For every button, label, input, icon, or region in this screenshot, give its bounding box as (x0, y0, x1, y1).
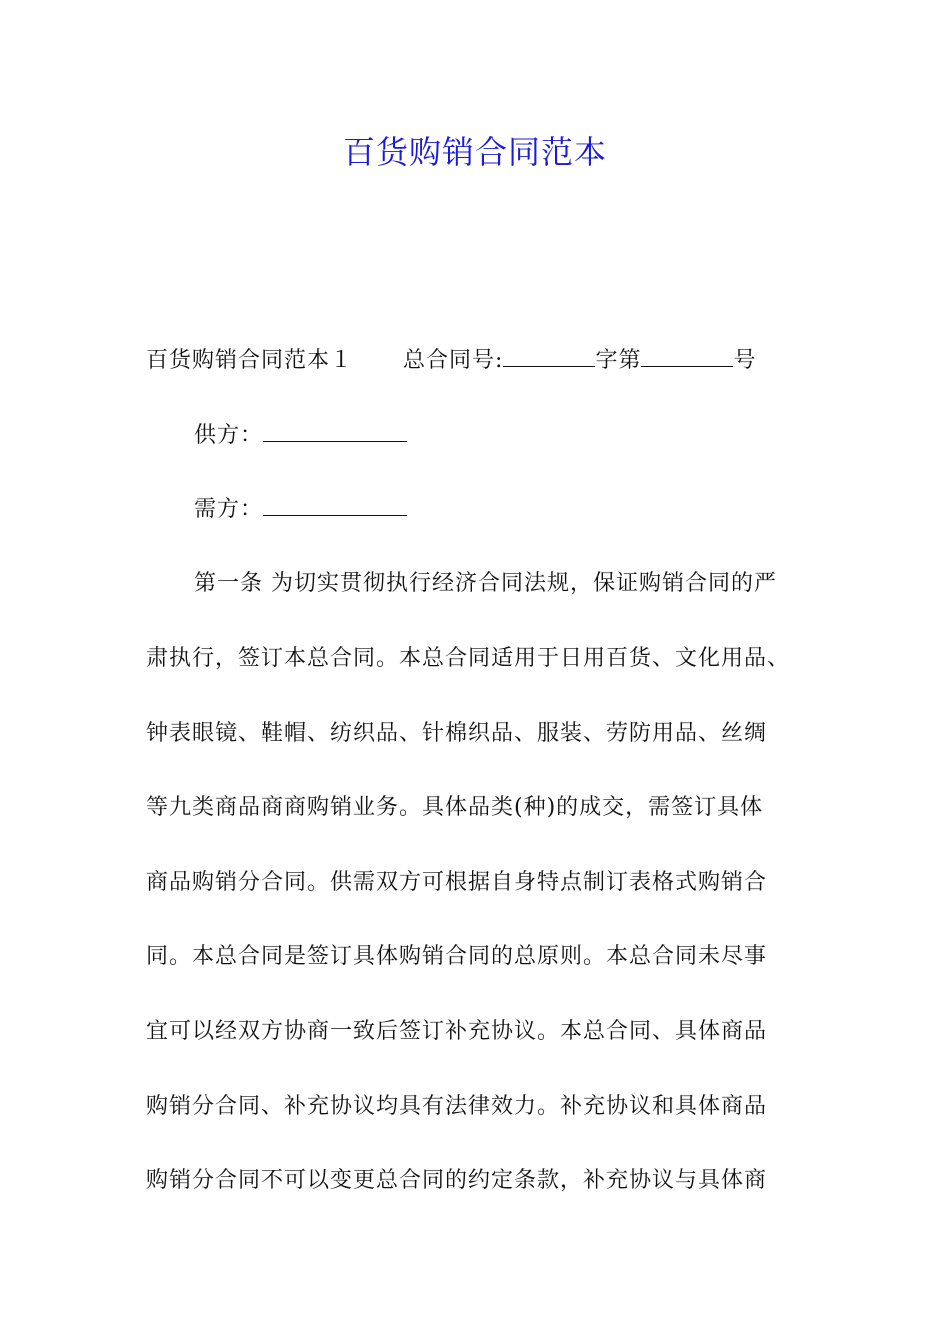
buyer-label: 需方： (194, 497, 264, 522)
buyer-blank (263, 493, 407, 516)
body-line: 等九类商品商商购销业务。具体品类(种)的成交，需签订具体 (146, 795, 764, 820)
body-line: 第一条 为切实贯彻执行经济合同法规，保证购销合同的严 (194, 571, 777, 596)
supplier-blank (263, 419, 407, 442)
document-title: 百货购销合同范本 (342, 133, 607, 171)
body-line: 购销分合同、补充协议均具有法律效力。补充协议和具体商品 (146, 1094, 768, 1119)
body-line: 商品购销分合同。供需双方可根据自身特点制订表格式购销合 (146, 870, 768, 895)
contract-header-label: 百货购销合同范本１ (146, 348, 354, 373)
body-line: 宜可以经双方协商一致后签订补充协议。本总合同、具体商品 (146, 1019, 768, 1044)
body-line: 肃执行，签订本总合同。本总合同适用于日用百货、文化用品、 (146, 646, 791, 671)
contract-number-blank (641, 344, 733, 367)
supplier-label: 供方： (194, 423, 264, 448)
body-line: 钟表眼镜、鞋帽、纺织品、针棉织品、服装、劳防用品、丝绸 (146, 721, 768, 746)
contract-char-label: 字第 (595, 348, 642, 373)
supplier-line (194, 419, 407, 452)
buyer-line (194, 493, 407, 526)
contract-header-line (146, 344, 756, 377)
body-line: 同。本总合同是签订具体购销合同的总原则。本总合同未尽事 (146, 944, 768, 969)
contract-number-suffix: 号 (733, 348, 757, 373)
contract-prefix-blank (503, 344, 595, 367)
contract-no-label: 总合同号: (403, 348, 504, 373)
body-line: 购销分合同不可以变更总合同的约定条款，补充协议与具体商 (146, 1168, 768, 1193)
